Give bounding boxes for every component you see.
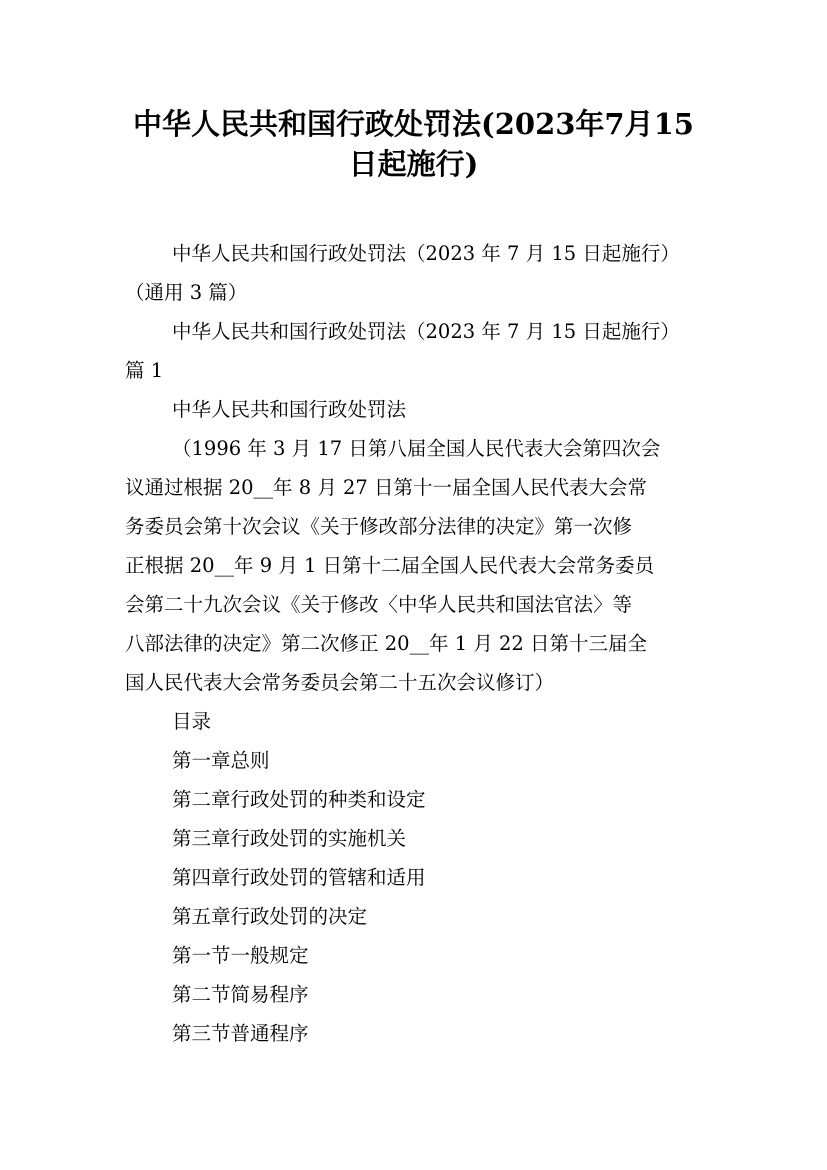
toc-item: 第一章总则 (172, 749, 270, 772)
toc-heading: 目录 (172, 710, 212, 733)
toc-item: 第三节普通程序 (172, 1022, 309, 1045)
toc-item: 第五章行政处罚的决定 (172, 905, 368, 928)
history-paragraph-line: 务委员会第十次会议《关于修改部分法律的决定》第一次修 (125, 515, 633, 538)
intro-title-line: 中华人民共和国行政处罚法（2023 年 7 月 15 日起施行） (172, 242, 680, 265)
history-paragraph-line: 正根据 20__年 9 月 1 日第十二届全国人民代表大会常务委员 (125, 554, 655, 577)
history-paragraph-line: 八部法律的决定》第二次修正 20__年 1 月 22 日第十三届全 (125, 632, 648, 655)
toc-item: 第四章行政处罚的管辖和适用 (172, 866, 426, 889)
law-name: 中华人民共和国行政处罚法 (172, 398, 407, 421)
history-paragraph-line: 会第二十九次会议《关于修改〈中华人民共和国法官法〉等 (125, 593, 633, 616)
document-title-line-2: 日起施行) (348, 147, 479, 181)
document-title-line-1: 中华人民共和国行政处罚法(2023年7月15 (133, 107, 694, 141)
intro-title-line-cont: （通用 3 篇） (125, 281, 248, 304)
toc-item: 第三章行政处罚的实施机关 (172, 827, 407, 850)
history-paragraph-line: （1996 年 3 月 17 日第八届全国人民代表大会第四次会 (172, 437, 661, 460)
toc-item: 第一节一般规定 (172, 944, 309, 967)
history-paragraph-line: 国人民代表大会常务委员会第二十五次会议修订） (125, 671, 555, 694)
section-heading-cont: 篇 1 (125, 359, 164, 382)
history-paragraph-line: 议通过根据 20__年 8 月 27 日第十一届全国人民代表大会常 (125, 476, 648, 499)
toc-item: 第二章行政处罚的种类和设定 (172, 788, 426, 811)
toc-item: 第二节简易程序 (172, 983, 309, 1006)
section-heading: 中华人民共和国行政处罚法（2023 年 7 月 15 日起施行） (172, 320, 680, 343)
